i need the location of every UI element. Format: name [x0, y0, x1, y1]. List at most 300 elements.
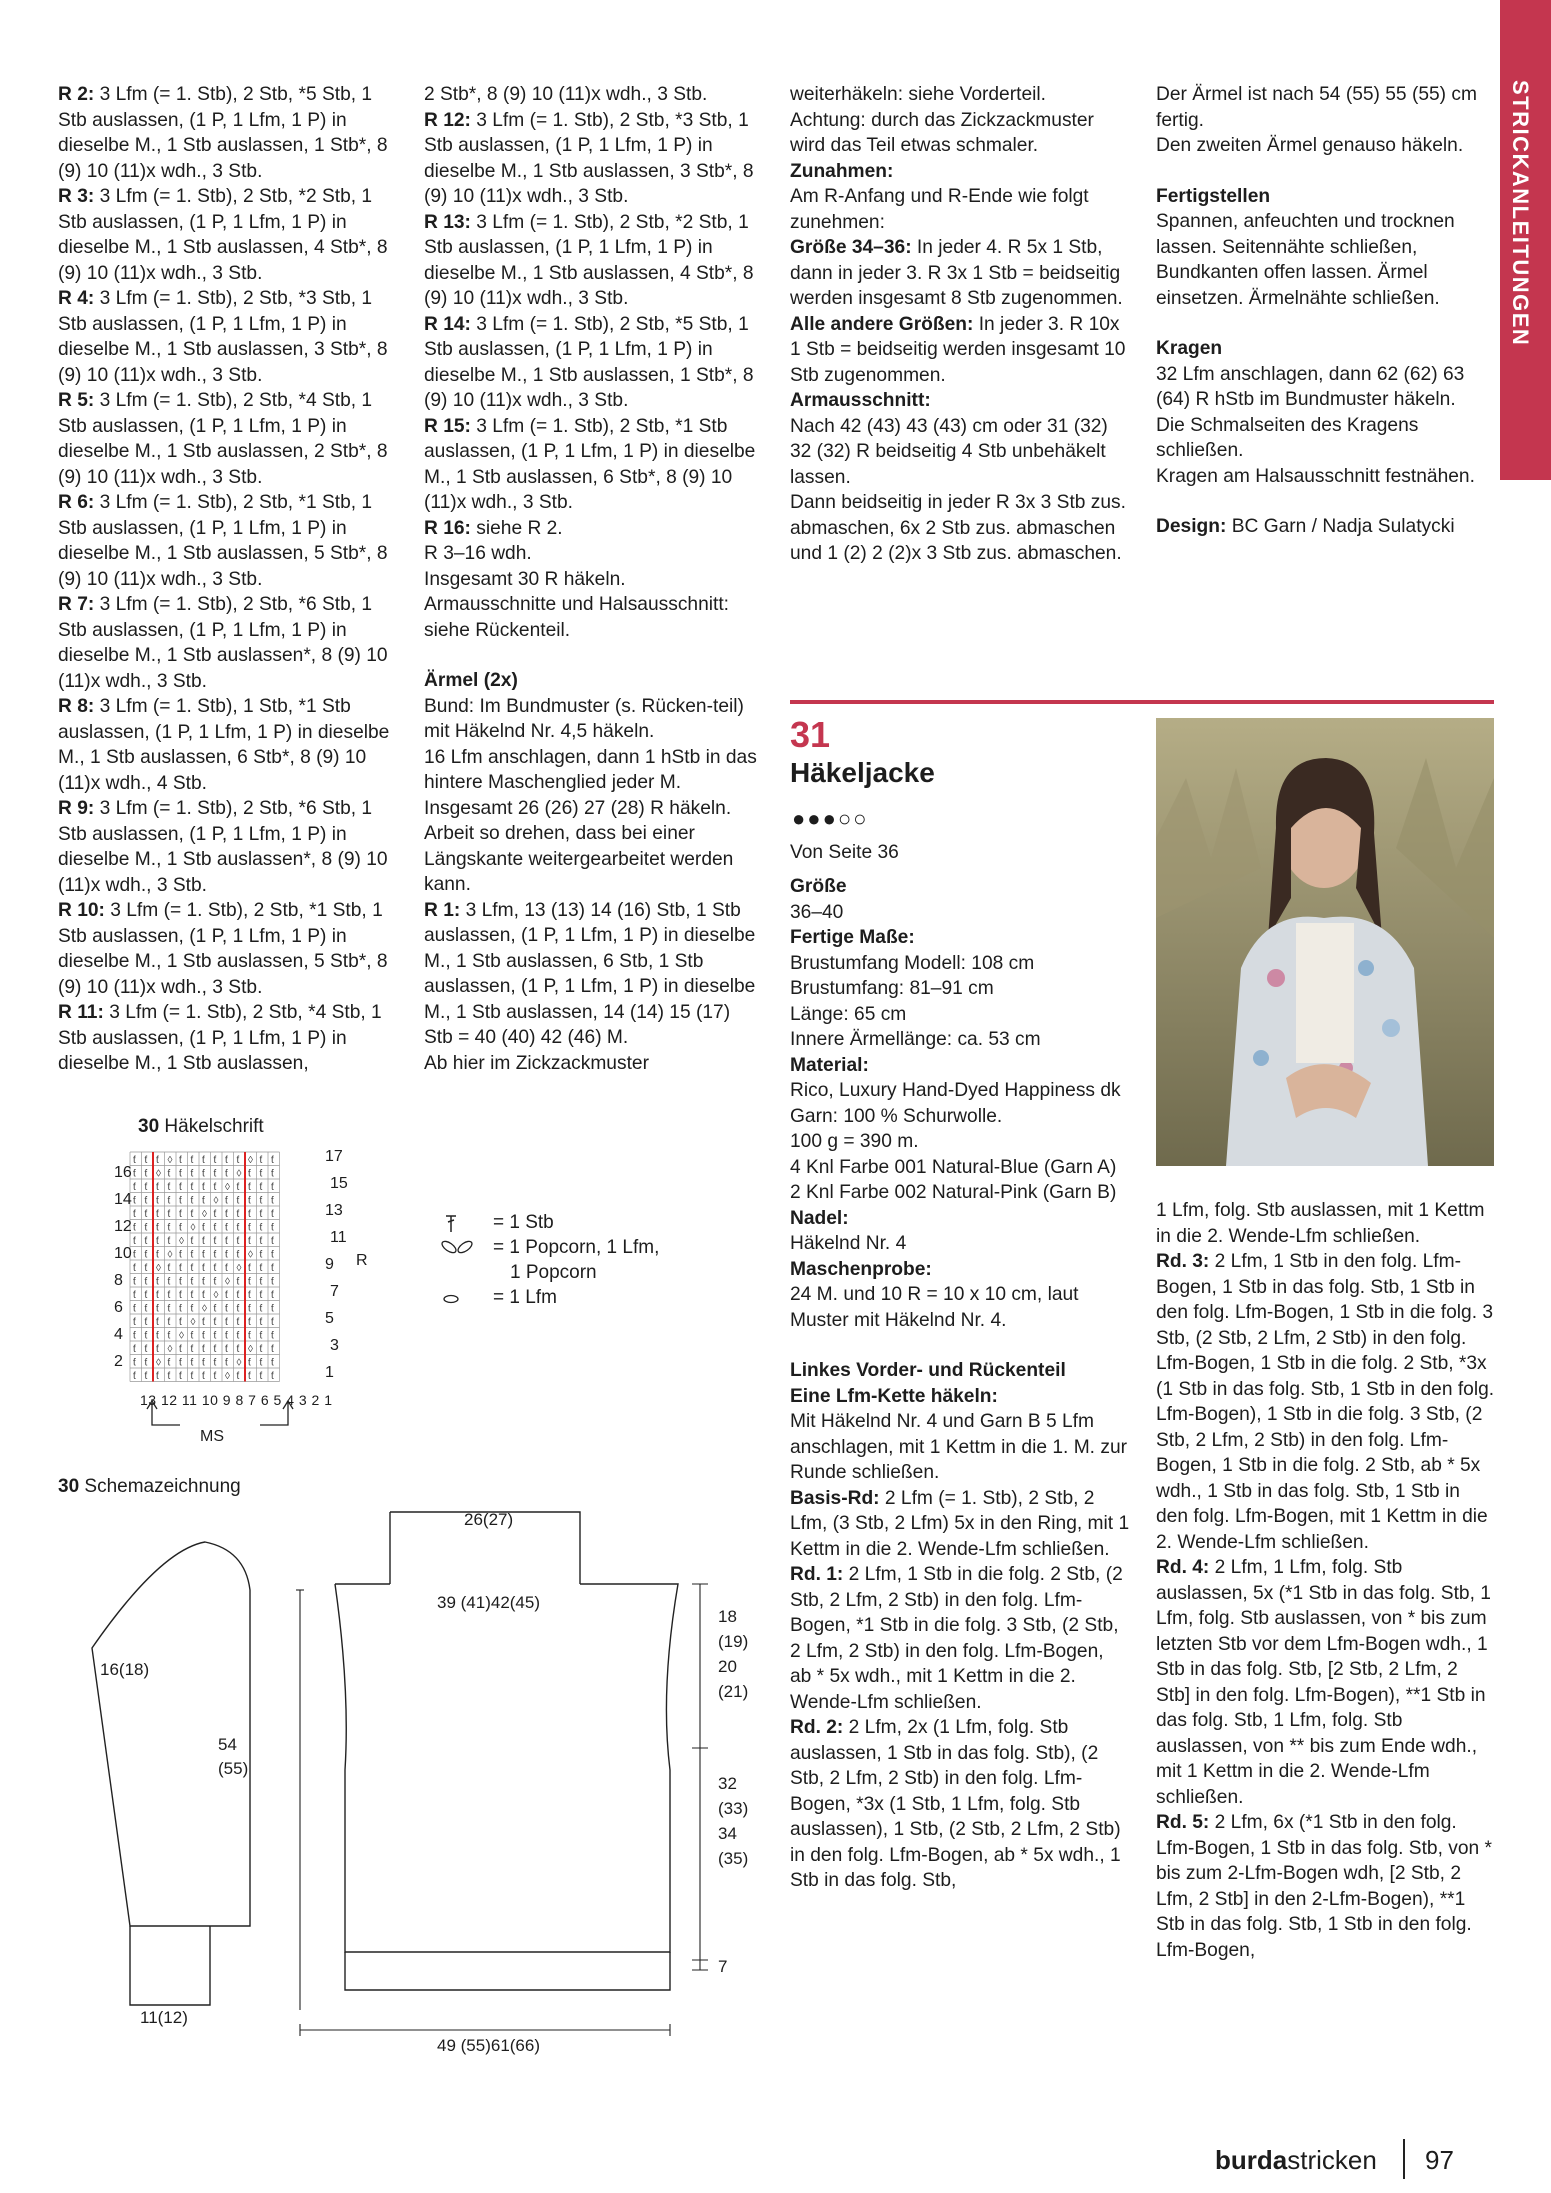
paragraph-text: 2 Stb*, 8 (9) 10 (11)x wdh., 3 Stb. — [424, 84, 708, 105]
chart-stitch-mark: ƭ — [225, 1344, 228, 1355]
chart-stitch-mark: ƭ — [225, 1263, 228, 1274]
chart-stitch-mark: ƭ — [236, 1371, 240, 1382]
text-paragraph — [1156, 1555, 1496, 1810]
chart-stitch-mark: ƭ — [225, 1357, 228, 1369]
paragraph-text: 24 M. und 10 R = 10 x 10 cm, laut Muster mit Häkelnd Nr. 4. — [790, 1284, 1079, 1331]
paragraph-label: Design: — [1156, 516, 1227, 537]
text-paragraph — [790, 1155, 1130, 1181]
paragraph-label: Nadel: — [790, 1207, 849, 1229]
chart-stitch-mark: ƭ — [167, 1330, 171, 1342]
chart-stitch-mark: ƭ — [144, 1317, 148, 1328]
chart-stitch-mark: ƭ — [190, 1290, 194, 1301]
column-2-text — [424, 82, 764, 1076]
popcorn-symbol-icon — [438, 1237, 478, 1259]
paragraph-text: 100 g = 390 m. — [790, 1131, 919, 1152]
text-paragraph — [58, 82, 398, 184]
chart-stitch-mark: ƭ — [259, 1303, 263, 1315]
chart-stitch-mark: ƭ — [271, 1182, 274, 1193]
chart-stitch-mark: ƭ — [248, 1290, 251, 1301]
text-paragraph — [790, 1562, 1130, 1715]
paragraph-label: R 3: — [58, 186, 95, 207]
column-1-text — [58, 82, 398, 1077]
paragraph-text: 3 Lfm (= 1. Stb), 2 Stb, *1 Stb, 1 Stb auslassen, (1 P, 1 Lfm, 1 P) in dieselbe M., 1 Stb auslassen, 5 Stb*, 8 (9) 10 (11)x wdh., 3 Stb. — [58, 900, 388, 998]
chart-stitch-mark: ƭ — [259, 1276, 263, 1288]
chart-stitch-mark: ◊ — [190, 1317, 196, 1328]
paragraph-text: 3 Lfm (= 1. Stb), 2 Stb, *6 Stb, 1 Stb auslassen, (1 P, 1 Lfm, 1 P) in dieselbe M., 1 Stb auslassen*, 8 (9) 10 (11)x wdh., 3 Stb. — [58, 798, 388, 896]
text-paragraph — [58, 286, 398, 388]
text-paragraph — [1156, 82, 1496, 133]
paragraph-text: Armausschnitte und Halsausschnitt: siehe Rückenteil. — [424, 594, 730, 641]
chart-stitch-mark: ◊ — [167, 1249, 173, 1261]
chart-stitch-mark: ƭ — [144, 1303, 148, 1315]
chart-stitch-mark: ◊ — [190, 1222, 196, 1234]
paragraph-text: Länge: 65 cm — [790, 1003, 907, 1025]
chart-stitch-mark: ƭ — [133, 1357, 136, 1369]
chart-stitch-mark: ƭ — [167, 1303, 171, 1315]
schematic-drawing — [50, 1490, 750, 2050]
text-paragraph — [790, 108, 1130, 159]
paragraph-text: Kragen am Halsausschnitt festnähen. — [1156, 465, 1475, 487]
paragraph-label: R 6: — [58, 492, 95, 513]
chart-stitch-mark: ƭ — [236, 1155, 240, 1166]
sleeve-cuff — [130, 1926, 210, 2005]
dim-shoulder: 39 (41)42(45) — [437, 1593, 541, 1612]
dim-sleeve-cuff: 11(12) — [140, 2008, 188, 2027]
chart-stitch-mark: ◊ — [156, 1263, 161, 1274]
text-paragraph — [790, 1078, 1130, 1104]
text-paragraph — [790, 925, 1130, 951]
chart-stitch-mark: ◊ — [248, 1249, 253, 1261]
chart-stitch-mark: ƭ — [213, 1263, 217, 1274]
chart-stitch-mark: ƭ — [213, 1236, 217, 1247]
chart-stitch-mark: ƭ — [144, 1344, 148, 1355]
chart-stitch-mark: ƭ — [156, 1330, 159, 1342]
paragraph-text: Mit Häkelnd Nr. 4 und Garn B 5 Lfm anschlagen, mit 1 Kettm in die 1. M. zur Runde schließen. — [790, 1411, 1127, 1483]
paragraph-text: 4 Knl Farbe 001 Natural-Blue (Garn A) — [790, 1156, 1117, 1178]
chart-stitch-mark: ƭ — [236, 1209, 240, 1220]
chart-stitch-mark: ƭ — [167, 1357, 171, 1369]
paragraph-text: 3 Lfm (= 1. Stb), 2 Stb, *3 Stb, 1 Stb auslassen, (1 P, 1 Lfm, 1 P) in dieselbe M., 1 Stb auslassen, 3 Stb*, 8 (9) 10 (11)x wdh., 3 Stb. — [58, 288, 388, 386]
text-paragraph — [1156, 184, 1496, 210]
ms-arrows — [140, 1395, 310, 1440]
chart-stitch-mark: ƭ — [225, 1222, 228, 1234]
chart-stitch-mark: ƭ — [271, 1222, 274, 1234]
pattern-number: 31 — [790, 714, 831, 755]
paragraph-text: 3 Lfm (= 1. Stb), 2 Stb, *6 Stb, 1 Stb auslassen, (1 P, 1 Lfm, 1 P) in dieselbe M., 1 Stb auslassen*, 8 (9) 10 (11)x wdh., 3 Stb. — [58, 594, 388, 692]
chart-stitch-mark: ƭ — [271, 1249, 274, 1261]
text-paragraph — [790, 1486, 1130, 1563]
chart-stitch-mark: ƭ — [167, 1276, 171, 1288]
chart-stitch-mark: ƭ — [236, 1249, 240, 1261]
chart-stitch-mark: ƭ — [167, 1236, 171, 1247]
chart-stitch-mark: ƭ — [259, 1290, 263, 1301]
chart-stitch-mark: ƭ — [179, 1344, 182, 1355]
column-4-text — [1156, 82, 1496, 540]
chart-stitch-mark: ƭ — [167, 1209, 171, 1220]
text-paragraph — [790, 1257, 1130, 1283]
row-label-right: 9 — [325, 1256, 334, 1273]
paragraph-text: Insgesamt 30 R häkeln. — [424, 568, 626, 590]
chart-legend — [438, 1210, 659, 1310]
chart-stitch-mark: ƭ — [248, 1182, 251, 1193]
text-paragraph — [1156, 1810, 1496, 1963]
pattern-details — [790, 874, 1130, 1894]
paragraph-label: Fertige Maße: — [790, 927, 915, 948]
chart-stitch-mark: ƭ — [271, 1168, 274, 1180]
paragraph-text: Häkelnd Nr. 4 — [790, 1233, 907, 1254]
chart-stitch-mark: ƭ — [133, 1209, 136, 1220]
text-paragraph — [790, 1715, 1130, 1894]
text-paragraph — [58, 388, 398, 490]
chart-stitch-mark: ƭ — [202, 1330, 205, 1342]
chart-stitch-mark: ƭ — [144, 1290, 148, 1301]
chart-stitch-mark: ƭ — [271, 1357, 274, 1369]
chart-stitch-mark: ƭ — [248, 1222, 251, 1234]
row-label-right: 13 — [325, 1202, 343, 1219]
row-label-right: 3 — [330, 1337, 339, 1354]
paragraph-label: R 10: — [58, 900, 105, 921]
chart-stitch-mark: ƭ — [202, 1276, 205, 1288]
chart-stitch-mark: ƭ — [259, 1344, 263, 1355]
chart-stitch-mark: ƭ — [156, 1155, 159, 1166]
chart-stitch-mark: ƭ — [259, 1317, 263, 1328]
paragraph-text: 2 Lfm, 2x (1 Lfm, folg. Stb auslassen, 1 Stb in das folg. Stb), (2 Stb, 2 Lfm, 2 Stb) in den folg. Lfm-Bogen, *3x (1 Stb, 1 Lfm, folg. Stb auslassen), 1 Stb, (2 Stb, 2 Lfm, 2 Stb) in den folg. Lfm-Bogen, ab * 5x wdh., 1 Stb in das folg. Stb, — [790, 1717, 1121, 1891]
text-paragraph — [424, 1051, 764, 1077]
chart-stitch-mark: ƭ — [179, 1222, 182, 1234]
chart-stitch-mark: ƭ — [271, 1344, 274, 1355]
paragraph-text: Nach 42 (43) 43 (43) cm oder 31 (32) 32 (32) R beidseitig 4 Stb unbehäkelt lassen. — [790, 415, 1108, 488]
chart-stitch-mark: ƭ — [190, 1182, 194, 1193]
paragraph-text: siehe R 2. — [470, 517, 563, 539]
paragraph-label: Alle andere Größen: — [790, 313, 974, 335]
chart-stitch-mark: ƭ — [213, 1249, 217, 1261]
chart-stitch-mark: ƭ — [213, 1303, 217, 1315]
text-paragraph — [790, 1282, 1130, 1333]
row-label-left: 2 — [114, 1353, 123, 1370]
row-axis-label: R — [356, 1252, 368, 1269]
text-paragraph — [424, 898, 764, 1051]
chart-stitch-mark: ƭ — [133, 1344, 136, 1355]
text-paragraph — [790, 1206, 1130, 1232]
text-paragraph — [790, 414, 1130, 491]
chart-ms-label: MS — [200, 1428, 224, 1445]
chart-stitch-mark: ƭ — [225, 1195, 228, 1207]
chart-stitch-mark: ƭ — [271, 1155, 274, 1166]
chart-stitch-mark: ƭ — [190, 1155, 194, 1166]
chart-stitch-mark: ƭ — [248, 1276, 251, 1288]
text-paragraph — [790, 1384, 1130, 1410]
paragraph-label: Kragen — [1156, 338, 1223, 359]
paragraph-text: 32 Lfm anschlagen, dann 62 (62) 63 (64) R hStb im Bundmuster häkeln. — [1156, 363, 1465, 410]
paragraph-text: R 3–16 wdh. — [424, 543, 532, 564]
row-label-left: 8 — [114, 1272, 123, 1289]
chart-stitch-mark: ƭ — [259, 1168, 263, 1180]
text-paragraph — [58, 898, 398, 1000]
row-label-left: 16 — [114, 1164, 132, 1181]
chart-stitch-mark: ◊ — [225, 1276, 230, 1288]
chart-stitch-mark: ƭ — [179, 1371, 182, 1382]
text-paragraph — [424, 592, 764, 643]
text-paragraph — [790, 184, 1130, 235]
chart-stitch-mark: ƭ — [271, 1236, 274, 1247]
chart-stitch-mark: ◊ — [179, 1330, 184, 1342]
paragraph-text: weiterhäkeln: siehe Vorderteil. — [790, 84, 1046, 105]
chart-stitch-mark: ƭ — [213, 1317, 217, 1328]
text-paragraph — [790, 1027, 1130, 1053]
chart-stitch-mark: ƭ — [190, 1168, 194, 1180]
legend-stb: = 1 Stb — [438, 1210, 659, 1235]
chart-stitch-mark: ƭ — [271, 1371, 274, 1382]
text-paragraph — [424, 210, 764, 312]
chart-stitch-mark: ƭ — [167, 1195, 171, 1207]
paragraph-label: R 14: — [424, 313, 471, 335]
chart-stitch-mark: ƭ — [236, 1344, 240, 1355]
chart-stitch-mark: ƭ — [259, 1330, 263, 1342]
page-number: 97 — [1425, 2145, 1454, 2175]
chart-stitch-mark: ƭ — [167, 1182, 171, 1193]
chart-stitch-mark: ƭ — [271, 1303, 274, 1315]
chart-stitch-mark: ƭ — [259, 1222, 263, 1234]
paragraph-text: 2 Lfm, 1 Stb in den folg. Lfm-Bogen, 1 Stb in das folg. Stb, 1 Stb in den folg. Lfm-Bogen, 1 Stb in die folg. 3 Stb, (2 Stb, 2 Lfm, 2 Stb) in den folg. Lfm-Bogen, 1 Stb in die folg. 2 Stb, *3x (1 Stb in das folg. Stb, 1 Stb in den folg. Lfm-Bogen), 1 Stb in die folg. 3 Stb, (2 Stb, 2 Lfm, 2 Stb) in den folg. Lfm-Bogen, 1 Stb in die folg. 2 Stb, ab * 5x wdh., 1 Stb in das folg. Stb, 1 Stb in den folg. Lfm-Bogen, mit 1 Kettm in die 2. Wende-Lfm schließen. — [1156, 1251, 1495, 1553]
chart-stitch-mark: ƭ — [213, 1209, 217, 1220]
chart-stitch-mark: ƭ — [259, 1236, 263, 1247]
text-paragraph — [790, 1129, 1130, 1155]
paragraph-text: 16 Lfm anschlagen, dann 1 hStb in das hintere Maschenglied jeder M. Insgesamt 26 (26) 27 (28) R häkeln. — [424, 746, 757, 819]
chart-stitch-mark: ƭ — [225, 1317, 228, 1328]
chart-stitch-mark: ƭ — [190, 1195, 194, 1207]
chart-stitch-mark: ƭ — [144, 1168, 148, 1180]
chart-stitch-mark: ƭ — [179, 1263, 182, 1274]
model-photo — [1156, 718, 1494, 1166]
paragraph-label: Rd. 1: — [790, 1564, 844, 1585]
paragraph-text: Den zweiten Ärmel genauso häkeln. — [1156, 135, 1464, 156]
text-paragraph — [58, 184, 398, 286]
paragraph-text: 3 Lfm (= 1. Stb), 2 Stb, *4 Stb, 1 Stb auslassen, (1 P, 1 Lfm, 1 P) in dieselbe M., 1 Stb auslassen, 2 Stb*, 8 (9) 10 (11)x wdh., 3 Stb. — [58, 390, 388, 488]
chart-stitch-mark: ƭ — [156, 1344, 159, 1355]
chart-stitch-mark: ƭ — [190, 1263, 194, 1274]
paragraph-text: 2 Lfm, 1 Lfm, folg. Stb auslassen, 5x (*1 Stb in das folg. Stb, 1 Lfm, folg. Stb auslassen, von * bis zum letzten Stb vor dem Lfm-Bogen wdh., 1 Stb in das folg. Stb, [2 Stb, 2 Lfm, 2 Stb] in den folg. Lfm-Bogen), **1 Stb in das folg. Stb, 1 Lfm, folg. Stb auslassen, von ** bis zum Ende wdh., mit 1 Kettm in die 2. Wende-Lfm schließen. — [1156, 1557, 1491, 1808]
chart-stitch-mark: ƭ — [213, 1330, 217, 1342]
legend-popcorn-cont: 1 Popcorn — [510, 1262, 597, 1283]
chart-stitch-mark: ƭ — [236, 1330, 240, 1342]
chart-stitch-mark: ƭ — [259, 1263, 263, 1274]
chart-stitch-mark: ƭ — [248, 1236, 251, 1247]
chart-stitch-mark: ƭ — [259, 1371, 263, 1382]
row-label-left: 4 — [114, 1326, 123, 1343]
paragraph-label: Rd. 4: — [1156, 1557, 1210, 1578]
chart-stitch-mark: ◊ — [248, 1155, 253, 1166]
chart-stitch-mark: ƭ — [133, 1249, 136, 1261]
text-paragraph — [790, 1002, 1130, 1028]
paragraph-text: Spannen, anfeuchten und trocknen lassen. Seitennähte schließen, Bundkanten offen lassen. Ärmel einsetzen. Ärmelnähte schließen. — [1156, 211, 1455, 309]
chart-stitch-mark: ƭ — [156, 1236, 159, 1247]
chart-stitch-mark: ƭ — [133, 1263, 136, 1274]
chart-stitch-mark: ƭ — [144, 1236, 148, 1247]
text-paragraph — [790, 159, 1130, 185]
chart-stitch-mark: ◊ — [213, 1195, 219, 1207]
paragraph-label: Zunahmen: — [790, 160, 894, 182]
chart-stitch-mark: ◊ — [236, 1168, 242, 1180]
paragraph-label: Rd. 2: — [790, 1717, 844, 1738]
chart-stitch-mark: ƭ — [236, 1195, 240, 1207]
chart-stitch-mark: ◊ — [167, 1344, 173, 1355]
text-paragraph — [1156, 464, 1496, 490]
text-paragraph — [424, 82, 764, 108]
text-paragraph — [424, 821, 764, 898]
paragraph-text: Rico, Luxury Hand-Dyed Happiness dk — [790, 1080, 1121, 1101]
paragraph-text: Brustumfang Modell: 108 cm — [790, 952, 1035, 974]
paragraph-text: Brustumfang: 81–91 cm — [790, 978, 994, 999]
paragraph-label: R 5: — [58, 390, 95, 411]
chart-stitch-mark: ƭ — [225, 1236, 228, 1247]
chart-stitch-mark: ƭ — [179, 1290, 182, 1301]
paragraph-text: In jeder 3. R 10x 1 Stb = beidseitig werden insgesamt 10 Stb zugenommen. — [790, 313, 1126, 386]
paragraph-label: Material: — [790, 1054, 869, 1076]
chart-stitch-mark: ƭ — [202, 1236, 205, 1247]
paragraph-text: In jeder 4. R 5x 1 Stb, dann in jeder 3. R 3x 1 Stb = beidseitig werden insgesamt 8 Stb zugenommen. — [790, 237, 1123, 309]
chart-stitch-mark: ƭ — [225, 1155, 228, 1166]
text-paragraph — [1156, 209, 1496, 311]
paragraph-text: 3 Lfm (= 1. Stb), 2 Stb, *5 Stb, 1 Stb auslassen, (1 P, 1 Lfm, 1 P) in dieselbe M., 1 Stb auslassen, 1 Stb*, 8 (9) 10 (11)x wdh., 3 Stb. — [424, 313, 754, 411]
chart-stitch-mark: ƭ — [225, 1168, 228, 1180]
chart-stitch-mark: ƭ — [156, 1290, 159, 1301]
text-paragraph — [790, 1358, 1130, 1384]
section-side-tab — [1500, 0, 1551, 480]
chart-stitch-mark: ƭ — [236, 1236, 240, 1247]
chart-stitch-mark: ƭ — [144, 1195, 148, 1207]
chart-stitch-mark: ƭ — [213, 1371, 217, 1382]
paragraph-text: 3 Lfm (= 1. Stb), 2 Stb, *1 Stb, 1 Stb auslassen, (1 P, 1 Lfm, 1 P) in dieselbe M., 1 Stb auslassen, 5 Stb*, 8 (9) 10 (11)x wdh., 3 Stb. — [58, 492, 388, 590]
chart-stitch-mark: ƭ — [133, 1371, 136, 1382]
chart-stitch-mark: ƭ — [259, 1195, 263, 1207]
chart-stitch-mark: ƭ — [202, 1249, 205, 1261]
chart-stitch-mark: ƭ — [236, 1290, 240, 1301]
chart-stitch-mark: ƭ — [248, 1357, 251, 1369]
text-paragraph — [424, 745, 764, 822]
chart-stitch-mark: ƭ — [259, 1155, 263, 1166]
chart-stitch-mark: ƭ — [248, 1371, 251, 1382]
paragraph-text: 3 Lfm (= 1. Stb), 2 Stb, *1 Stb auslassen, (1 P, 1 Lfm, 1 P) in dieselbe M., 1 Stb auslassen, 6 Stb*, 8 (9) 10 (11)x wdh., 3 Stb. — [424, 415, 756, 513]
chart-stitch-mark: ƭ — [133, 1155, 136, 1166]
chart-stitch-mark: ƭ — [202, 1344, 205, 1355]
chart-stitch-mark: ƭ — [225, 1330, 228, 1342]
text-paragraph — [58, 694, 398, 796]
paragraph-text: 2 Lfm, 6x (*1 Stb in den folg. Lfm-Bogen, 1 Stb in das folg. Stb, von * bis zum 2-Lfm-Bogen wdh, [2 Stb, 2 Lfm, 2 Stb] in den 2-Lfm-Bogen), **1 Stb in das folg. Stb, 1 Stb in den folg. Lfm-Bogen, — [1156, 1812, 1492, 1961]
chart-stitch-mark: ◊ — [248, 1344, 253, 1355]
row-label-right: 5 — [325, 1310, 334, 1327]
paragraph-text: 3 Lfm (= 1. Stb), 1 Stb, *1 Stb auslassen, (1 P, 1 Lfm, 1 P) in dieselbe M., 1 Stb auslassen, 6 Stb*, 8 (9) 10 (11)x wdh., 4 Stb. — [58, 696, 390, 794]
chart-stitch-mark: ƭ — [133, 1182, 136, 1193]
paragraph-label: R 16: — [424, 517, 471, 539]
chart-stitch-mark: ƭ — [133, 1290, 136, 1301]
paragraph-text: 3 Lfm (= 1. Stb), 2 Stb, *5 Stb, 1 Stb auslassen, (1 P, 1 Lfm, 1 P) in dieselbe M., 1 Stb auslassen, 1 Stb*, 8 (9) 10 (11)x wdh., 3 Stb. — [58, 84, 388, 182]
row-label-left: 10 — [114, 1245, 132, 1262]
chart-stitch-mark: ƭ — [156, 1222, 159, 1234]
difficulty-rating: ●●●○○ — [792, 806, 869, 831]
chart-stitch-mark: ƭ — [167, 1290, 171, 1301]
chart-stitch-mark: ƭ — [190, 1303, 194, 1315]
chart-stitch-mark: ◊ — [156, 1357, 161, 1369]
paragraph-text: 1 Lfm, folg. Stb auslassen, mit 1 Kettm in die 2. Wende-Lfm schließen. — [1156, 1200, 1485, 1247]
chart-stitch-mark: ƭ — [236, 1276, 240, 1288]
text-paragraph — [424, 108, 764, 210]
pattern-title: Häkeljacke — [790, 757, 935, 788]
chart-stitch-mark: ƭ — [225, 1303, 228, 1315]
chart-stitch-mark: ƭ — [179, 1182, 182, 1193]
paragraph-label: Rd. 5: — [1156, 1812, 1210, 1833]
paragraph-text: Bund: Im Bundmuster (s. Rücken-teil) mit Häkelnd Nr. 4,5 häkeln. — [424, 695, 744, 742]
paragraph-text: 3 Lfm (= 1. Stb), 2 Stb, *3 Stb, 1 Stb auslassen, (1 P, 1 Lfm, 1 P) in dieselbe M., 1 Stb auslassen, 3 Stb*, 8 (9) 10 (11)x wdh., 3 Stb. — [424, 109, 754, 207]
paragraph-text: 2 Lfm (= 1. Stb), 2 Stb, 2 Lfm, (3 Stb, 2 Lfm) 5x in den Ring, mit 1 Kettm in die 2. Wende-Lfm schließen. — [790, 1487, 1130, 1560]
text-paragraph — [790, 82, 1130, 108]
chart-stitch-mark: ƭ — [156, 1303, 159, 1315]
chart-stitch-mark: ƭ — [190, 1344, 194, 1355]
chart-stitch-mark: ƭ — [259, 1357, 263, 1369]
chart-stitch-mark: ƭ — [236, 1182, 240, 1193]
text-paragraph — [424, 541, 764, 567]
text-paragraph — [790, 1053, 1130, 1079]
chart-stitch-mark: ƭ — [156, 1195, 159, 1207]
text-paragraph — [424, 414, 764, 516]
paragraph-label: R 12: — [424, 109, 471, 131]
dim-collar: 26(27) — [464, 1510, 514, 1529]
paragraph-label: Fertigstellen — [1156, 185, 1271, 207]
paragraph-text: 2 Knl Farbe 002 Natural-Pink (Garn B) — [790, 1182, 1117, 1203]
from-page-ref: Von Seite 36 — [790, 842, 899, 863]
paragraph-text: 36–40 — [790, 901, 844, 923]
chart-stitch-mark: ƭ — [144, 1357, 148, 1369]
row-label-right: 11 — [330, 1229, 347, 1246]
chart-stitch-mark: ◊ — [236, 1263, 242, 1274]
body-outline — [335, 1584, 678, 1952]
paragraph-label: Eine Lfm-Kette häkeln: — [790, 1385, 998, 1407]
chart-stitch-mark: ƭ — [156, 1371, 159, 1382]
chart-stitch-mark: ƭ — [236, 1222, 240, 1234]
chart-stitch-mark: ƭ — [179, 1195, 182, 1207]
text-paragraph — [1156, 1249, 1496, 1555]
row-label-right: 7 — [330, 1283, 339, 1300]
paragraph-text: 3 Lfm (= 1. Stb), 2 Stb, *2 Stb, 1 Stb auslassen, (1 P, 1 Lfm, 1 P) in dieselbe M., 1 Stb auslassen, 4 Stb*, 8 (9) 10 (11)x wdh., 3 Stb. — [58, 186, 388, 284]
chart-stitch-mark: ƭ — [271, 1195, 274, 1207]
text-paragraph — [1156, 514, 1496, 540]
text-paragraph — [790, 900, 1130, 926]
paragraph-label: Größe — [790, 876, 847, 897]
paragraph-label: Maschenprobe: — [790, 1258, 932, 1280]
text-paragraph — [1156, 133, 1496, 159]
chart-stitch-mark: ƭ — [248, 1303, 251, 1315]
chart-stitch-mark: ƭ — [133, 1236, 136, 1247]
text-paragraph — [424, 312, 764, 414]
chart-stitch-mark: ƭ — [144, 1276, 148, 1288]
text-paragraph — [424, 516, 764, 542]
chart-stitch-mark: ƭ — [179, 1303, 182, 1315]
paragraph-gap — [790, 1333, 1130, 1358]
text-paragraph — [790, 388, 1130, 414]
column-3-text — [790, 82, 1130, 567]
stb-symbol-icon — [438, 1212, 468, 1234]
chart-stitch-mark: ƭ — [167, 1317, 171, 1328]
paragraph-text: Am R-Anfang und R-Ende wie folgt zunehmen: — [790, 186, 1089, 233]
chart-stitch-mark: ƭ — [156, 1209, 159, 1220]
paragraph-text: Dann beidseitig in jeder R 3x 3 Stb zus. abmaschen, 6x 2 Stb zus. abmaschen und 1 (2) 2 (2)x 3 Stb zus. abmaschen. — [790, 492, 1126, 564]
chart-stitch-mark: ƭ — [133, 1276, 136, 1288]
magazine-brand: burdastricken — [1215, 2145, 1377, 2175]
chart-stitch-mark: ƭ — [144, 1249, 148, 1261]
chart-stitch-mark: ƭ — [271, 1276, 274, 1288]
chart-stitch-mark: ƭ — [202, 1182, 205, 1193]
chart-stitch-mark: ƭ — [144, 1209, 148, 1220]
paragraph-text: BC Garn / Nadja Sulatycki — [1226, 516, 1455, 537]
